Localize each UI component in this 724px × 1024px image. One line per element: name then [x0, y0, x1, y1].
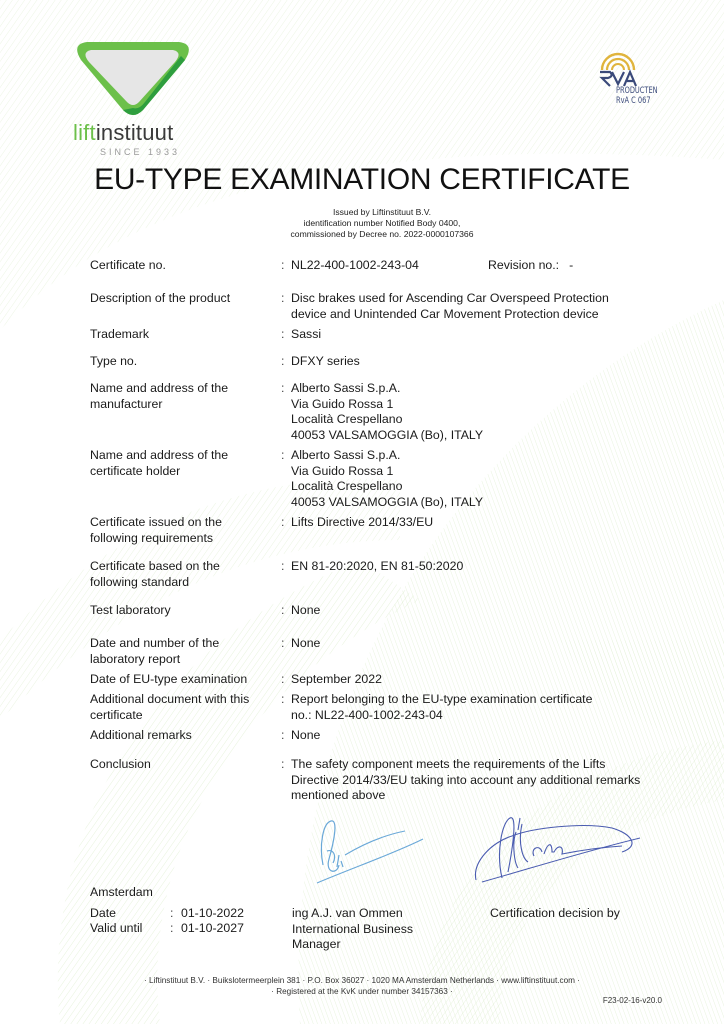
field-value: Alberto Sassi S.p.A. Via Guido Rossa 1 Località Crespellano 40053 VALSAMOGGIA (Bo), ITALY [291, 381, 484, 442]
certificate-title: EU-TYPE EXAMINATION CERTIFICATE [94, 163, 630, 196]
rva-text: PRODUCTEN RvA C 067 [616, 86, 658, 106]
footer-address: · Liftinstituut B.V. · Buikslotermeerplein 381 · P.O. Box 36027 · 1020 MA Amsterdam Netherlands · www.liftinstituut.com · [144, 976, 580, 985]
field-value: Disc brakes used for Ascending Car Overspeed Protection device and Unintended Car Movement Protection device [291, 291, 609, 321]
colon: : [170, 921, 174, 935]
field-value: Lifts Directive 2014/33/EU [291, 515, 434, 529]
field-label: Name and address of the certificate holder [90, 448, 229, 478]
form-code: F23-02-16-v20.0 [602, 996, 662, 1005]
colon: : [281, 258, 285, 272]
colon: : [281, 515, 285, 529]
signature-van-ommen-icon [315, 815, 425, 885]
field-value: None [291, 603, 321, 617]
date-label: Date [90, 906, 116, 920]
footer-registration: · Registered at the KvK under number 34157363 · [271, 987, 453, 996]
field-value: NL22-400-1002-243-04 [291, 258, 419, 272]
colon: : [281, 692, 285, 706]
colon: : [281, 354, 285, 368]
colon: : [281, 327, 285, 341]
colon: : [281, 381, 285, 395]
field-value: September 2022 [291, 672, 382, 686]
field-label: Date and number of the laboratory report [90, 636, 220, 666]
field-label: Certificate no. [90, 258, 166, 272]
field-label: Additional document with this certificate [90, 692, 250, 722]
logo-wordmark: liftinstituut [73, 120, 174, 145]
field-value: DFXY series [291, 354, 360, 368]
issued-by: Issued by Liftinstituut B.V. identification number Notified Body 0400, commissioned by Decree no. 2022-0000107366 [290, 207, 474, 239]
rva-accreditation-mark [594, 52, 658, 114]
colon: : [281, 636, 285, 650]
field-label: Type no. [90, 354, 138, 368]
liftinstituut-triangle-logo-icon [73, 38, 193, 118]
field-value: None [291, 636, 321, 650]
field-label: Test laboratory [90, 603, 171, 617]
field-label: Certificate issued on the following requirements [90, 515, 222, 545]
field-value: Sassi [291, 327, 322, 341]
field-label: Name and address of the manufacturer [90, 381, 229, 411]
rva-accreditation-icon [596, 52, 640, 88]
colon: : [281, 672, 285, 686]
revision-no: Revision no.: - [488, 258, 574, 272]
liftinstituut-logo [70, 38, 200, 160]
date-value: 01-10-2022 [181, 906, 244, 920]
colon: : [281, 757, 285, 771]
colon: : [281, 728, 285, 742]
colon: : [281, 291, 285, 305]
field-label: Trademark [90, 327, 149, 341]
logo-since: SINCE 1933 [100, 147, 181, 157]
valid-until-label: Valid until [90, 921, 143, 935]
field-label: Certificate based on the following standard [90, 559, 220, 589]
field-label: Description of the product [90, 291, 231, 305]
signature-certification-decision-icon [472, 812, 642, 887]
place: Amsterdam [90, 885, 153, 899]
valid-until-value: 01-10-2027 [181, 921, 244, 935]
colon: : [281, 448, 285, 462]
colon: : [281, 603, 285, 617]
field-label: Conclusion [90, 757, 151, 771]
field-value: The safety component meets the requirements of the Lifts Directive 2014/33/EU taking into account any additional remarks mentioned above [291, 757, 641, 803]
field-value: Report belonging to the EU-type examination certificate no.: NL22-400-1002-243-04 [291, 692, 593, 722]
field-value: None [291, 728, 321, 742]
colon: : [170, 906, 174, 920]
signatory: ing A.J. van Ommen International Business Manager [292, 906, 413, 952]
field-value: Alberto Sassi S.p.A. Via Guido Rossa 1 Località Crespellano 40053 VALSAMOGGIA (Bo), ITALY [291, 448, 484, 509]
certification-decision-label: Certification decision by [490, 906, 620, 920]
field-value: EN 81-20:2020, EN 81-50:2020 [291, 559, 464, 573]
field-label: Date of EU-type examination [90, 672, 248, 686]
colon: : [281, 559, 285, 573]
field-label: Additional remarks [90, 728, 192, 742]
